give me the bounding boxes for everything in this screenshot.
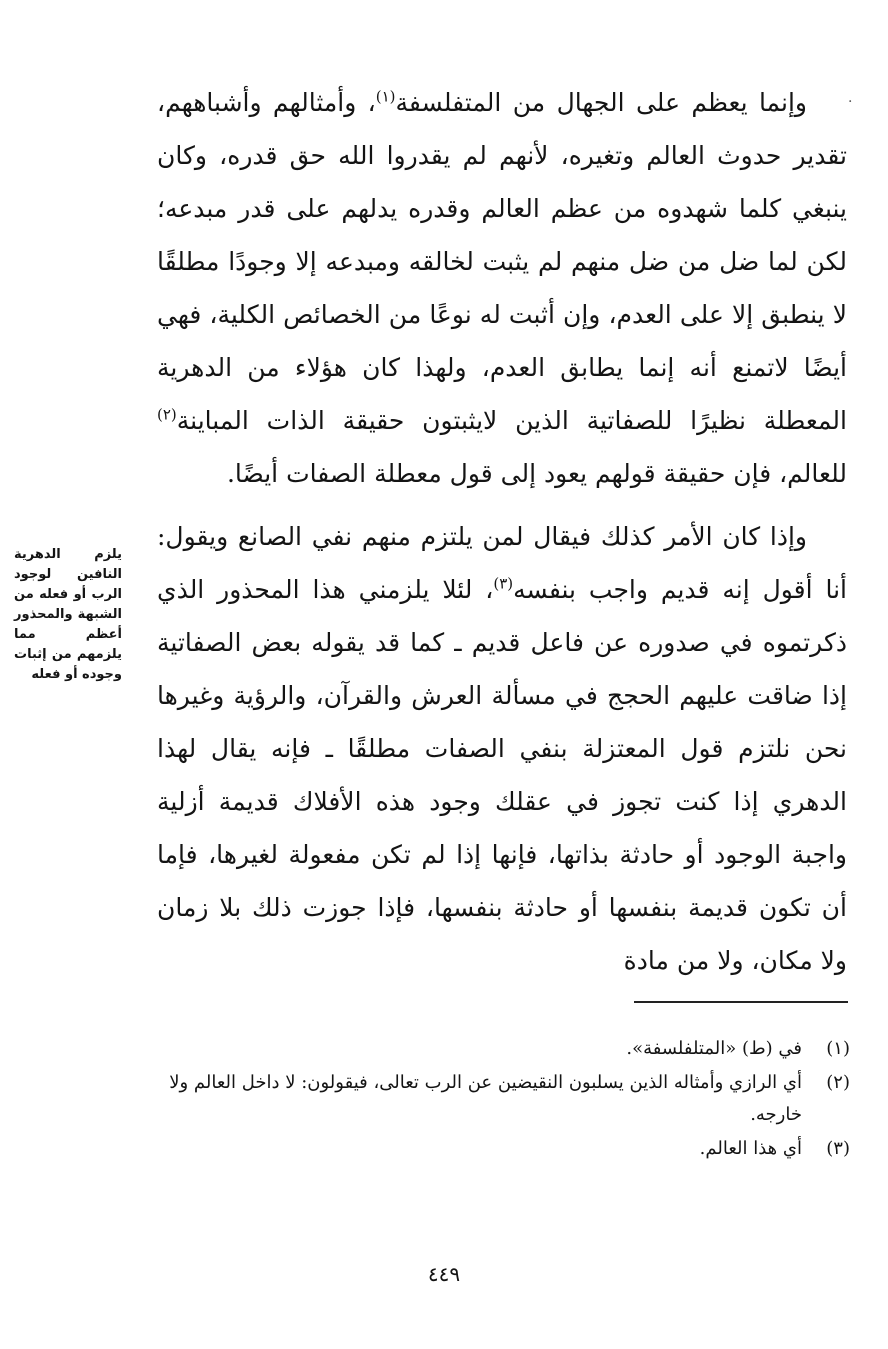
footnote-3 bbox=[150, 1133, 850, 1165]
footnote-reference: (١) bbox=[375, 87, 396, 106]
edge-mark: · bbox=[848, 94, 853, 110]
footnote-1 bbox=[150, 1033, 850, 1065]
footnote-reference: (٢) bbox=[157, 405, 177, 424]
main-text bbox=[157, 76, 847, 987]
footnote-number: (٣) bbox=[826, 1138, 850, 1159]
paragraph-text: وإنما يعظم على الجهال من المتفلسفة bbox=[395, 88, 807, 117]
footnote-divider bbox=[634, 1001, 848, 1003]
paragraph-text: للعالم، فإن حقيقة قولهم يعود إلى قول معطلة الصفات أيضًا. bbox=[226, 459, 847, 488]
footnotes bbox=[150, 1033, 850, 1167]
footnote-text: أي هذا العالم. bbox=[699, 1138, 802, 1159]
footnote-2 bbox=[150, 1067, 850, 1131]
footnote-text: أي الرازي وأمثاله الذين يسلبون النقيضين عن الرب تعالى، فيقولون: لا داخل العالم ولا خارجه. bbox=[169, 1072, 802, 1125]
paragraph-1 bbox=[157, 76, 847, 500]
footnote-text: في (ط) «المتلفلسفة». bbox=[626, 1038, 802, 1059]
paragraph-text: ، وأمثالهم وأشباههم، تقدير حدوث العالم وتغيره، لأنهم لم يقدروا الله حق قدره، وكان ينبغي كلما شهدوه من عظم العالم وقدره يدلهم على قدر مبدعه؛ لكن لما ضل من ضل منهم لم يثبت لخالقه ومبدعه إلا وجودًا مطلقًا لا ينطبق إلا على العدم، وإن أثبت له نوعًا من الخصائص الكلية، فهي أيضًا لاتمنع أنه إنما يطابق العدم، ولهذا كان هؤلاء من الدهرية المعطلة نظيرًا للصفاتية الذين لايثبتون حقيقة الذات المباينة bbox=[157, 88, 847, 435]
paragraph-text: ، لئلا يلزمني هذا المحذور الذي ذكرتموه في صدوره عن فاعل قديم ـ كما قد يقوله بعض الصفاتية إذا ضاقت عليهم الحجج في مسألة العرش والقرآن، والرؤية وغيرها نحن نلتزم قول المعتزلة بنفي الصفات مطلقًا ـ فإنه يقال لهذا الدهري إذا كنت تجوز في عقلك وجود هذه الأفلاك قديمة أزلية واجبة الوجود أو حادثة بذاتها، فإنها إذا لم تكن مفعولة لغيرها، فإما أن تكون قديمة بنفسها أو حادثة بنفسها، فإذا جوزت ذلك بلا زمان ولا مكان، ولا من مادة bbox=[157, 575, 847, 975]
footnote-number: (١) bbox=[826, 1038, 850, 1059]
margin-note: يلزم الدهرية النافين لوجود الرب أو فعله من الشبهة والمحذور أعظم مما يلزمهم من إثبات وجوده أو فعله bbox=[14, 547, 122, 682]
paragraph-text: وإذا كان الأمر كذلك فيقال لمن يلتزم منهم نفي الصانع ويقول: أنا أقول إنه قديم واجب بنفسه bbox=[157, 522, 847, 604]
paragraph-2 bbox=[157, 510, 847, 987]
page-number: ٤٤٩ bbox=[427, 1262, 461, 1286]
footnote-number: (٢) bbox=[826, 1072, 850, 1093]
footnote-reference: (٣) bbox=[493, 574, 514, 593]
